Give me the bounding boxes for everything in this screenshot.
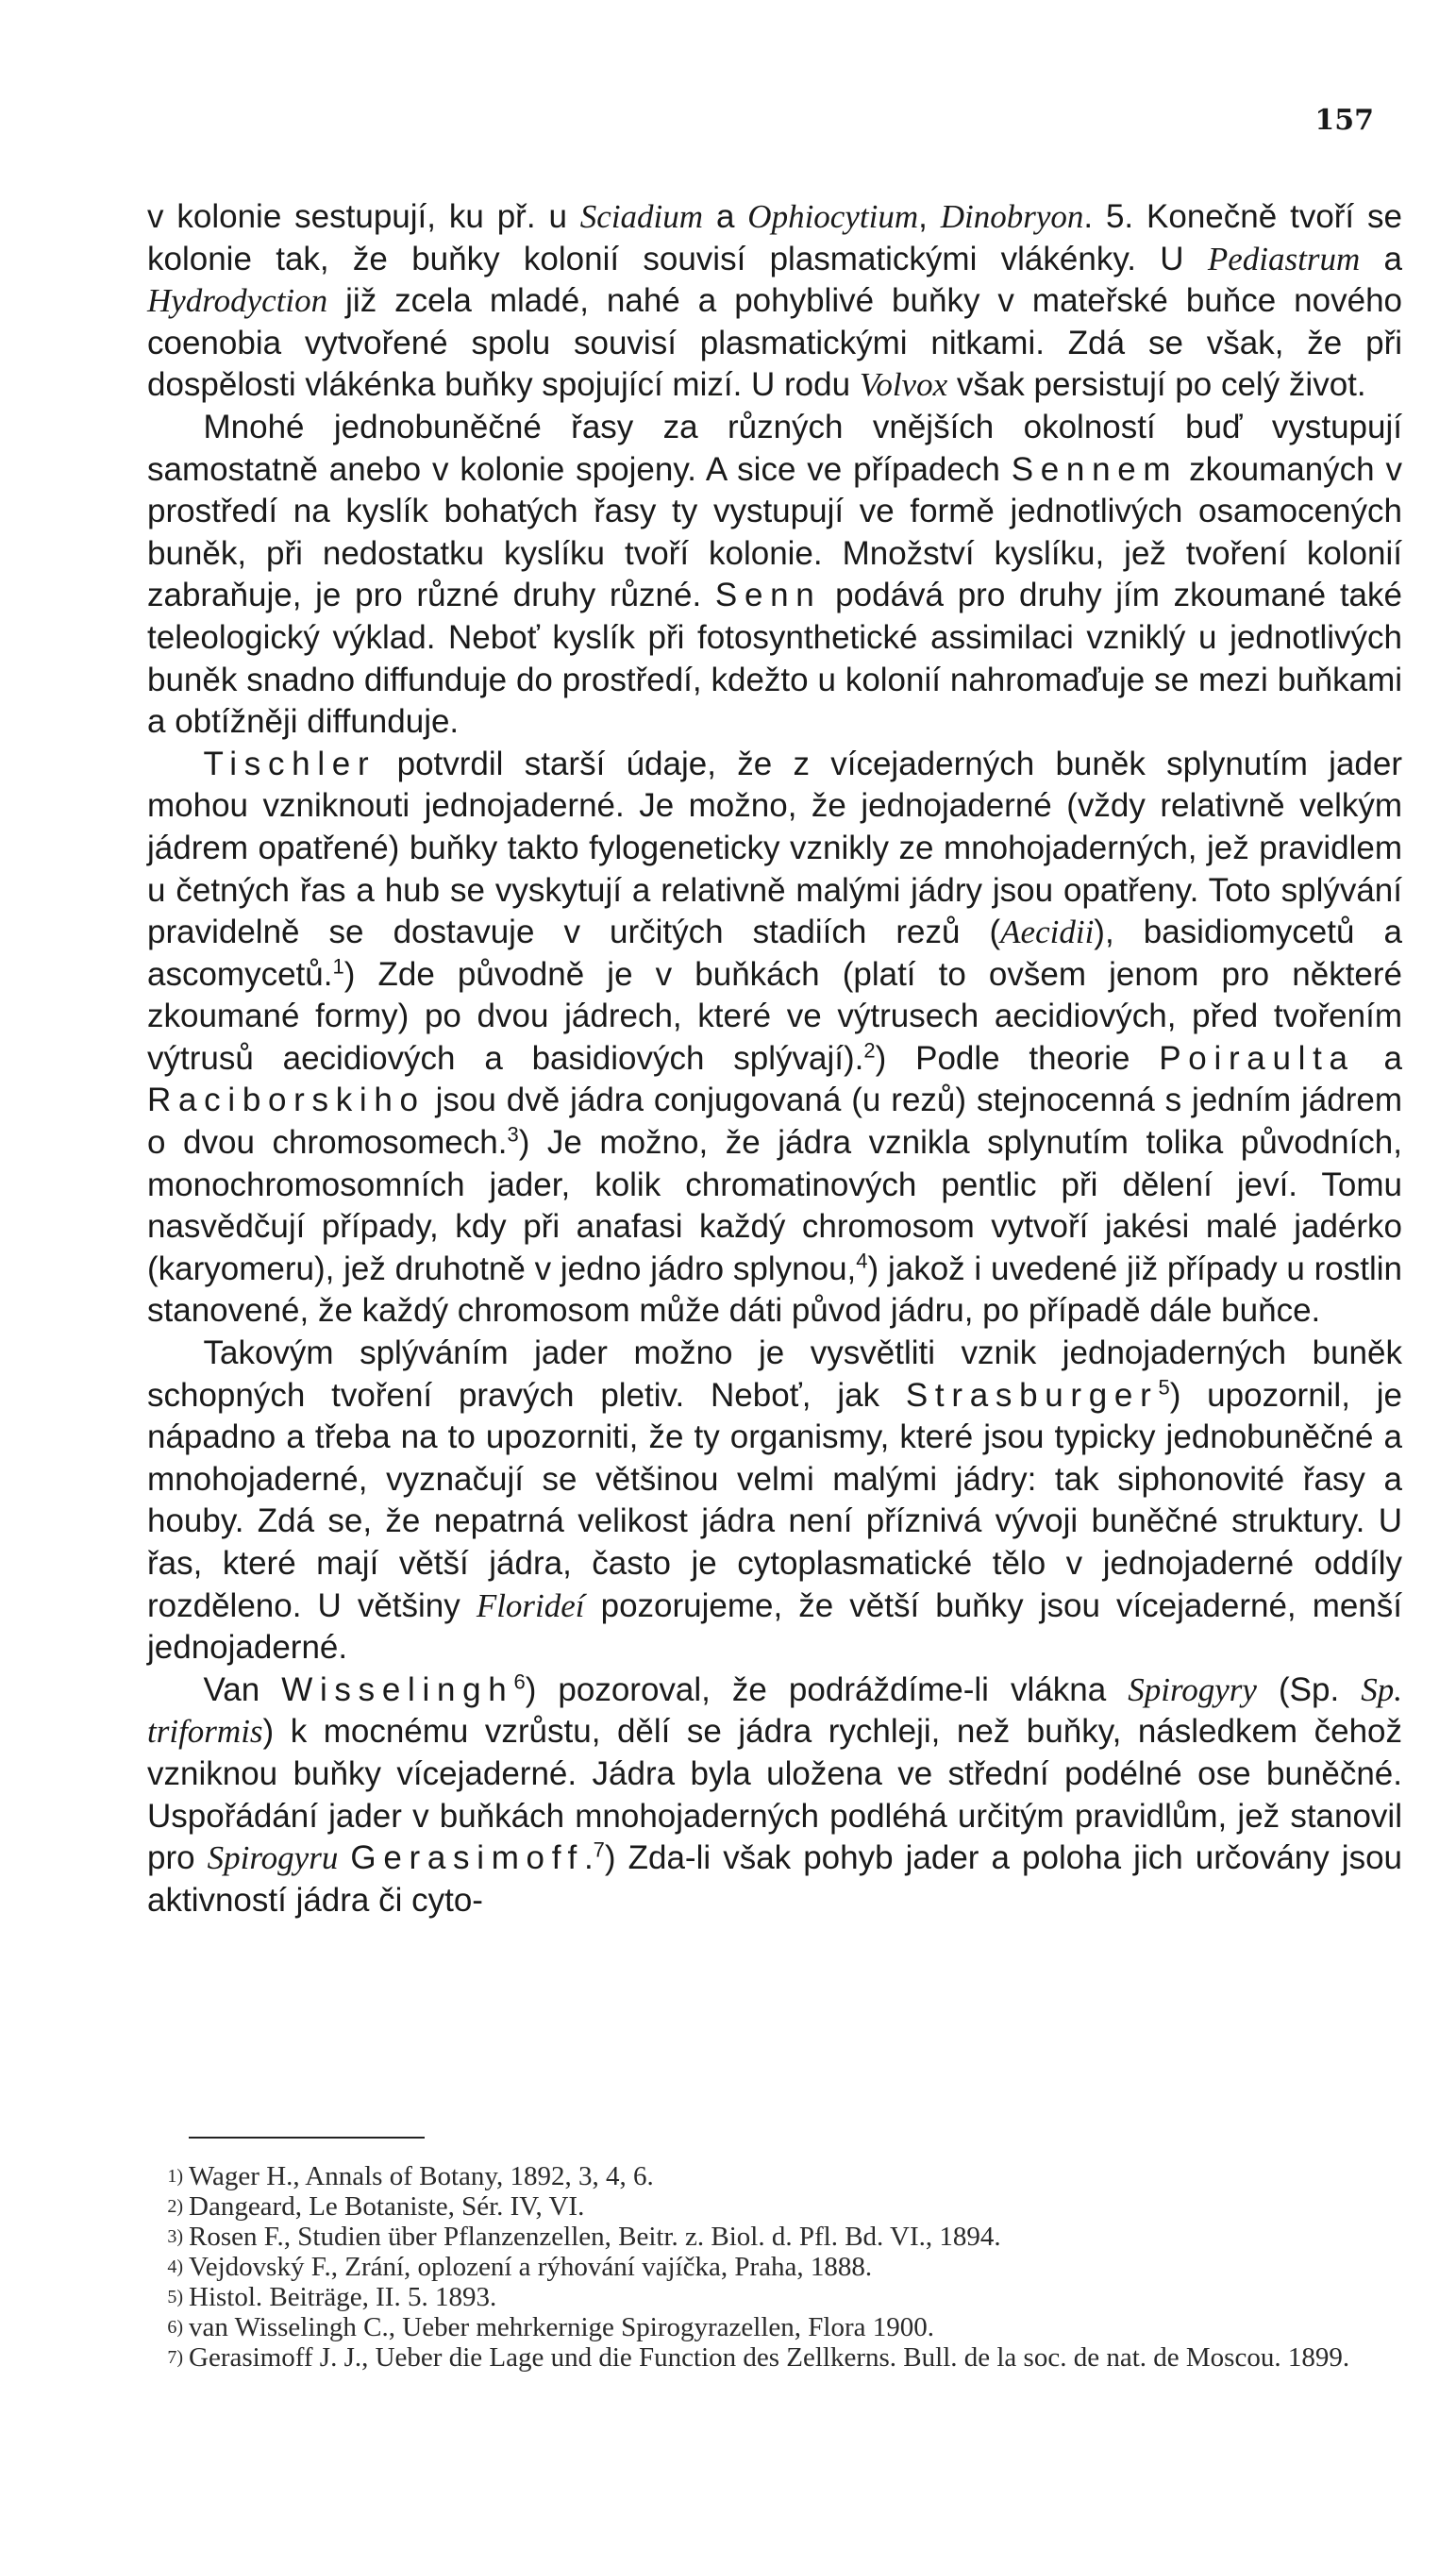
footnote-mark: 2): [167, 2196, 183, 2217]
footnote-mark: 5): [167, 2287, 183, 2307]
paragraph: Takovým splýváním jader možno je vysvětliti vznik jednojaderných buněk schopných tvoření pravých pletiv. Neboť, jak Strasburger$^5$) upozornil, je nápadno a třeba na to upozorniti, že ty organismy, které jsou typicky jednobuněčné a mnohojaderné, vyznačují se většinou velmi malými jádry: tak siphonovité řasy a houby. Zdá se, že nepatrná velikost jádra není příznivá vývoji buněčné struktury. U řas, které mají větší jádra, často je cytoplasmatické tělo v jednojaderné oddíly rozděleno. U většiny Florideí pozorujeme, že větší buňky jsou vícejaderné, menší jednojaderné.: [147, 1334, 1402, 1667]
body-text: [147, 196, 1402, 1921]
footnote: [147, 2161, 1402, 2191]
footnote-mark: 7): [167, 2347, 183, 2368]
footnote: [147, 2222, 1402, 2252]
footnotes: [147, 2161, 1402, 2373]
paragraph: Tischler potvrdil starší údaje, že z vícejaderných buněk splynutím jader mohou vzniknouti jednojaderné. Je možno, že jednojaderné (vždy relativně velkým jádrem opatřené) buňky takto fylogeneticky vznikly ze mnohojaderných, jež pravidlem u četných řas a hub se vyskytují a relativně malými jádry jsou opatřeny. Toto splývání pravidelně se dostavuje v určitých stadiích rezů (Aecidii), basidiomycetů a ascomycetů.$^1$) Zde původně je v buňkách (platí to ovšem jenom pro některé zkoumané formy) po dvou jádrech, které ve výtrusech aecidiových, před tvořením výtrusů aecidiových a basidiových splývají).$^2$) Podle theorie Poiraulta a Raciborskiho jsou dvě jádra conjugovaná (u rezů) stejnocenná s jedním jádrem o dvou chromosomech.$^3$) Je možno, že jádra vznikla splynutím tolika původních, monochromosomních jader, kolik chromatinových pentlic při dělení jeví. Tomu nasvědčují případy, kdy při anafasi každý chromosom vytvoří jakési malé jadérko (karyomeru), jež druhotně v jedno jádro splynou,$^4$) jakož i uvedené již případy u rostlin stanovené, že každý chromosom může dáti původ jádru, po případě dále buňce.: [147, 745, 1403, 1330]
footnote-mark: 6): [167, 2317, 183, 2338]
footnote-text: Histol. Beiträge, II. 5. 1893.: [189, 2282, 497, 2312]
page-number: 157: [1314, 104, 1374, 137]
footnote-mark: 3): [167, 2226, 183, 2247]
footnote: [147, 2191, 1402, 2222]
footnote: [147, 2312, 1402, 2342]
footnote-mark: 1): [167, 2166, 183, 2187]
footnote-text: Rosen F., Studien über Pflanzenzellen, Beitr. z. Biol. d. Pfl. Bd. VI., 1894.: [189, 2222, 1001, 2252]
footnote-text: Wager H., Annals of Botany, 1892, 3, 4, 6.: [189, 2161, 654, 2191]
footnote-divider: [189, 2137, 425, 2139]
paragraph: Mnohé jednobuněčné řasy za různých vnějších okolností buď vystupují samostatně anebo v kolonie spojeny. A sice ve případech Sennem zkoumaných v prostředí na kyslík bohatých řasy ty vystupují ve formě jednotlivých osamocených buněk, při nedostatku kyslíku tvoří kolonie. Množství kyslíku, jež tvoření kolonií zabraňuje, je pro různé druhy různé. Senn podává pro druhy jím zkoumané také teleologický výklad. Neboť kyslík při fotosynthetické assimilaci vzniklý u jednotlivých buněk snadno diffunduje do prostředí, kdežto u kolonií nahromaďuje se mezi buňkami a obtížněji diffunduje.: [147, 408, 1403, 741]
footnote: [147, 2282, 1402, 2312]
paragraph: v kolonie sestupují, ku př. u Sciadium a Ophiocytium, Dinobryon. 5. Konečně tvoří se kolonie tak, že buňky kolonií souvisí plasmatickými vlákénky. U Pediastrum a Hydrodyction již zcela mladé, nahé a pohyblivé buňky v mateřské buňce nového coenobia vytvořené spolu souvisí plasmatickými nitkami. Zdá se však, že při dospělosti vlákénka buňky spojující mizí. U rodu Volvox však persistují po celý život.: [147, 198, 1403, 404]
footnote-text: Dangeard, Le Botaniste, Sér. IV, VI.: [189, 2191, 585, 2222]
footnote-mark: 4): [167, 2257, 183, 2277]
paragraph: Van Wisselingh$^6$) pozoroval, že podráždíme-li vlákna Spirogyry (Sp. Sp. triformis) k mocnému vzrůstu, dělí se jádra rychleji, než buňky, následkem čehož vzniknou buňky vícejaderné. Jádra byla uložena ve střední podélné ose buněčné. Uspořádání jader v buňkách mnohojaderných podléhá určitým pravidlům, jež stanovil pro Spirogyru Gerasimoff.$^7$) Zda-li však pohyb jader a poloha jich určovány jsou aktivností jádra či cyto-: [147, 1669, 1403, 1919]
footnote-text: Gerasimoff J. J., Ueber die Lage und die Function des Zellkerns. Bull. de la soc. de nat. de Moscou. 1899.: [189, 2342, 1350, 2373]
footnote: [147, 2252, 1402, 2282]
footnote-text: Vejdovský F., Zrání, oplození a rýhování vajíčka, Praha, 1888.: [189, 2252, 873, 2282]
footnote: [147, 2342, 1402, 2373]
footnote-text: van Wisselingh C., Ueber mehrkernige Spirogyrazellen, Flora 1900.: [189, 2312, 934, 2342]
